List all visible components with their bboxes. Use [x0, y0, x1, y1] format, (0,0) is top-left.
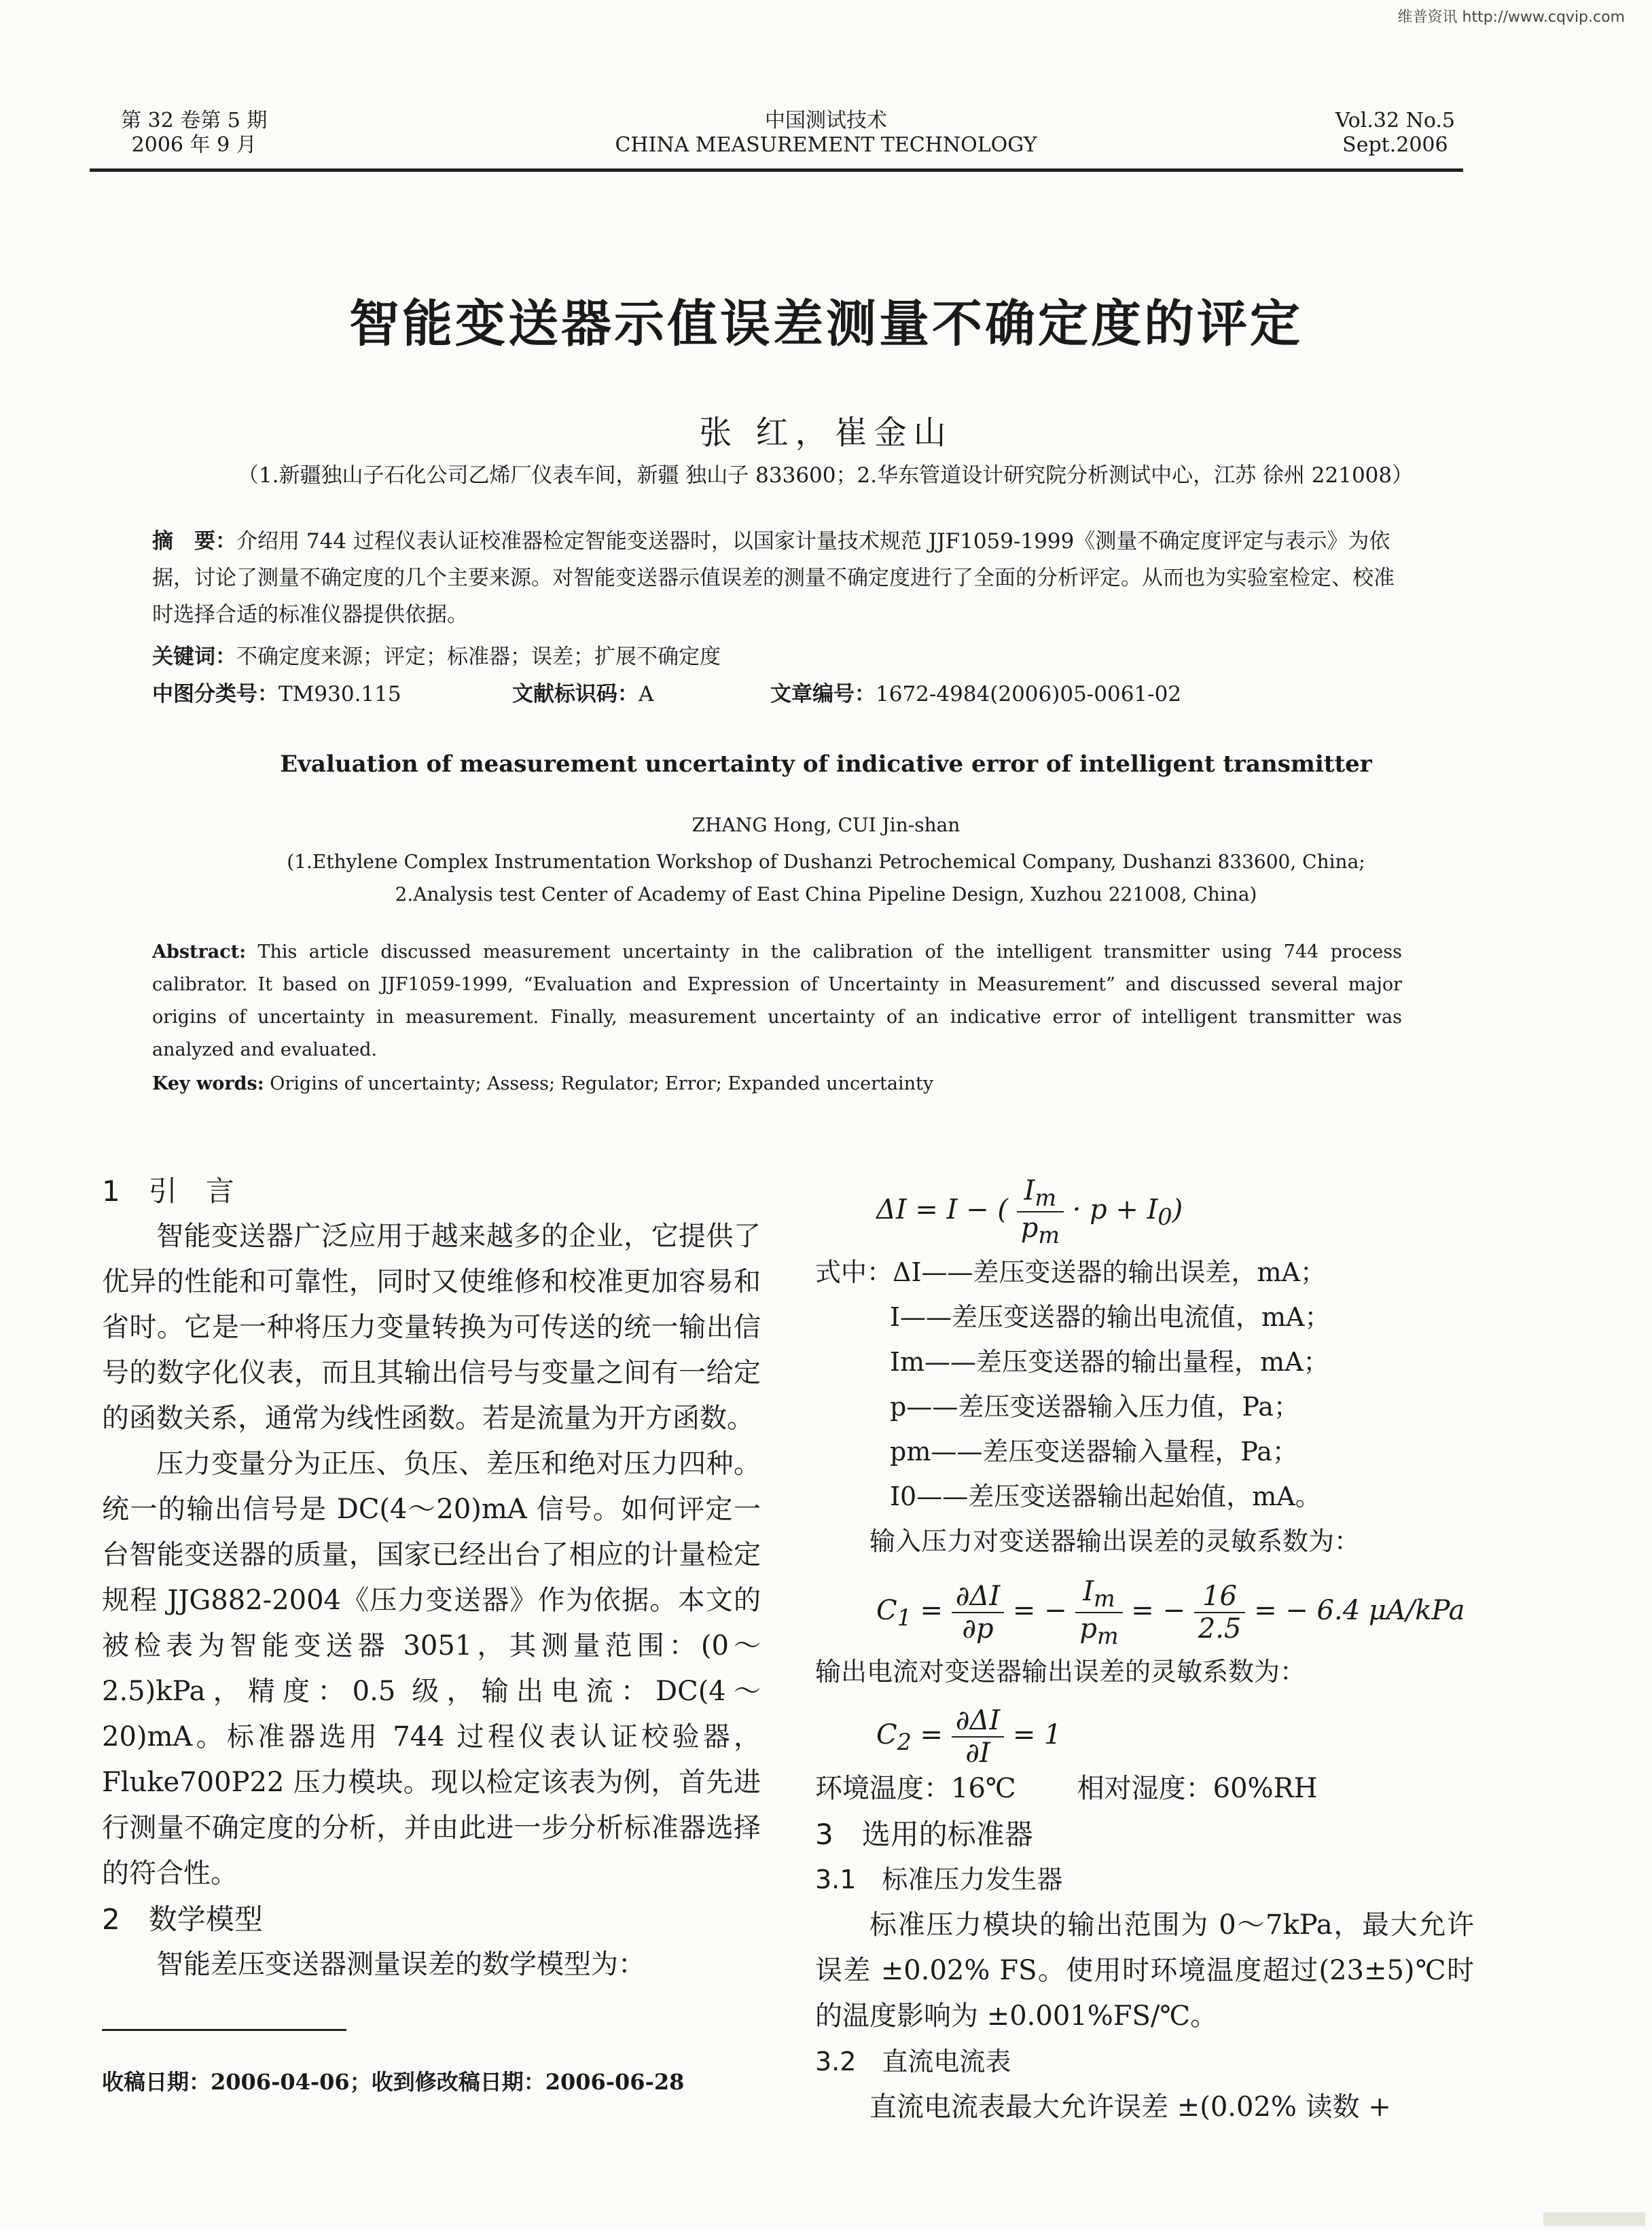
article-no-label: 文章编号： [770, 682, 876, 706]
sensitivity-1-text: 输入压力对变送器输出误差的灵敏系数为： [869, 1526, 1361, 1556]
environment-line [815, 1766, 1474, 1812]
volume-issue: 第 32 卷第 5 期 [121, 109, 268, 132]
affiliation: （1.新疆独山子石化公司乙烯厂仪表车间，新疆 独山子 833600；2.华东管道设计研究院分析测试中心，江苏 徐州 221008） [237, 463, 1414, 488]
classification-row [152, 676, 1402, 713]
section-2-paragraph-1: 智能差压变送器测量误差的数学模型为： [156, 1949, 645, 1980]
watermark-bottom-logo [1543, 2212, 1645, 2226]
section-1-paragraph-1: 智能变送器广泛应用于越来越多的企业，它提供了优异的性能和可靠性，同时又使维修和校准更加容易和省时。它是一种将压力变量转换为可传送的统一输出信号的数字化仪表，而且其输出信号与变量之间有一给定的函数关系，通常为线性函数。若是流量为开方函数。 [102, 1221, 761, 1434]
section-2-heading: 2 数学模型 [102, 1903, 263, 1936]
clc-value: TM930.115 [279, 682, 401, 706]
affiliation-en [0, 846, 1652, 911]
keywords-cn-label: 关键词： [152, 645, 236, 669]
section-3-2-heading: 3.2 直流电流表 [815, 2047, 1011, 2076]
variable-5: pm——差压变送器输入量程，Pa； [890, 1437, 1298, 1467]
received-date-footnote: 收稿日期：2006-04-06；收到修改稿日期：2006-06-28 [102, 2069, 685, 2095]
journal-name-cn: 中国测试技术 [765, 109, 887, 132]
paper-title: 智能变送器示值误差测量不确定度的评定 [349, 295, 1303, 353]
error-model-formula: ΔI = I − ( $\frac{I_m}{p_m}$ · $p + I_0$) [876, 1175, 1183, 1248]
right-column-lower [815, 1766, 1474, 2130]
authors: 张 红，崔金山 [699, 414, 953, 452]
journal-name-en: CHINA MEASUREMENT TECHNOLOGY [615, 133, 1037, 157]
sensitivity-2-text: 输出电流对变送器输出误差的灵敏系数为： [815, 1657, 1306, 1687]
variable-4: p——差压变送器输入压力值，Pa； [890, 1392, 1299, 1422]
affiliation-en-1: (1.Ethylene Complex Instrumentation Workshop of Dushanzi Petrochemical Company, Dushanzi 833600, China; [287, 850, 1365, 873]
keywords-en-label: Key words: [152, 1073, 264, 1094]
volume-issue-en: Vol.32 No.5 [1335, 109, 1455, 132]
abstract-cn-text: 介绍用 744 过程仪表认证校准器检定智能变送器时，以国家计量技术规范 JJF1059-1999《测量不确定度评定与表示》为依据，讨论了测量不确定度的几个主要来源。对智能变送器示值误差的测量不确定度进行了全面的分析评定。从而也为实验室检定、校准时选择合适的标准仪器提供依据。 [152, 529, 1395, 627]
keywords-cn [152, 639, 1402, 675]
journal-issue-en [1335, 109, 1455, 158]
keywords-en [152, 1073, 1402, 1094]
variable-1: ΔI——差压变送器的输出误差，mA； [893, 1257, 1326, 1287]
issue-date-en: Sept.2006 [1342, 133, 1448, 157]
article-no-value: 1672-4984(2006)05-0061-02 [876, 682, 1182, 706]
affiliation-en-2: 2.Analysis test Center of Academy of East China Pipeline Design, Xuzhou 221008, China) [395, 883, 1257, 905]
section-1-paragraph-2: 压力变量分为正压、负压、差压和绝对压力四种。统一的输出信号是 DC(4～20)mA 信号。如何评定一台智能变送器的质量，国家已经出台了相应的计量检定规程 JJG882-2004《压力变送器》作为依据。本文的被检表为智能变送器 3051，其测量范围：(0～2.5)kPa，精度：0.5 级，输出电流：DC(4～20)mA。标准器选用 744 过程仪表认证校验器，Fluke700P22 压力模块。现以检定该表为例，首先进行测量不确定度的分析，并由此进一步分析标准器选择的符合性。 [102, 1448, 761, 1889]
section-3-2-text: 直流电流表最大允许误差 ±(0.02% 读数 + [869, 2091, 1391, 2123]
header-rule [90, 168, 1463, 172]
keywords-cn-text: 不确定度来源；评定；标准器；误差；扩展不确定度 [236, 645, 721, 669]
footnote-rule [102, 2029, 346, 2031]
issue-date: 2006 年 9 月 [131, 133, 257, 157]
abstract-en-text: This article discussed measurement uncertainty in the calibration of the intelligent transmitter using 744 process calibrator. It based on JJF1059-1999, “Evaluation and Expression of Uncertainty in Measurement” and discussed several major origins of uncertainty in measurement. Finally, measurement uncertainty of an indicative error of intelligent transmitter was analyzed and evaluated. [152, 941, 1402, 1060]
section-1-heading: 1 引 言 [102, 1174, 234, 1208]
paper-title-en: Evaluation of measurement uncertainty of indicative error of intelligent transmitter [280, 751, 1372, 778]
abstract-en-label: Abstract: [152, 941, 247, 963]
authors-en: ZHANG Hong, CUI Jin-shan [692, 814, 960, 836]
section-3-heading: 3 选用的标准器 [815, 1818, 1033, 1851]
abstract-cn [152, 523, 1402, 633]
left-column [102, 1168, 761, 1988]
abstract-cn-label: 摘 要： [152, 529, 236, 554]
variable-2: I——差压变送器的输出电流值，mA； [890, 1302, 1331, 1332]
keywords-en-text: Origins of uncertainty; Assess; Regulator; Error; Expanded uncertainty [264, 1073, 934, 1094]
abstract-en [152, 936, 1402, 1066]
doc-code-value: A [639, 682, 654, 706]
ambient-temp: 环境温度：16℃ [815, 1773, 1016, 1804]
where-label: 式中： [815, 1257, 893, 1287]
variable-6: I0——差压变送器输出起始值，mA。 [890, 1481, 1321, 1511]
variables-block [815, 1250, 1360, 1564]
section-3-1-text: 标准压力模块的输出范围为 0～7kPa，最大允许误差 ±0.02% FS。使用时环境温度超过(23±5)℃时的温度影响为 ±0.001%FS/℃。 [815, 1909, 1474, 2032]
variable-3: Im——差压变送器的输出量程，mA； [890, 1347, 1329, 1377]
section-3-1-heading: 3.1 标准压力发生器 [815, 1865, 1063, 1894]
relative-humidity: 相对湿度：60%RH [1077, 1773, 1318, 1804]
clc-label: 中图分类号： [152, 682, 279, 706]
watermark-top: 维普资讯 http://www.cqvip.com [1397, 9, 1625, 26]
doc-code-label: 文献标识码： [512, 682, 639, 706]
c2-formula: $C_2$ = $\frac{\partial\Delta I}{\partial I}$ = 1 [876, 1705, 1062, 1769]
c1-formula: $C_1$ = $\frac{\partial\Delta I}{\partial p}$ = − $\frac{I_m}{p_m}$ = − $\frac{16}{2.5}$ = − 6.4 μA/kPa [876, 1576, 1465, 1649]
